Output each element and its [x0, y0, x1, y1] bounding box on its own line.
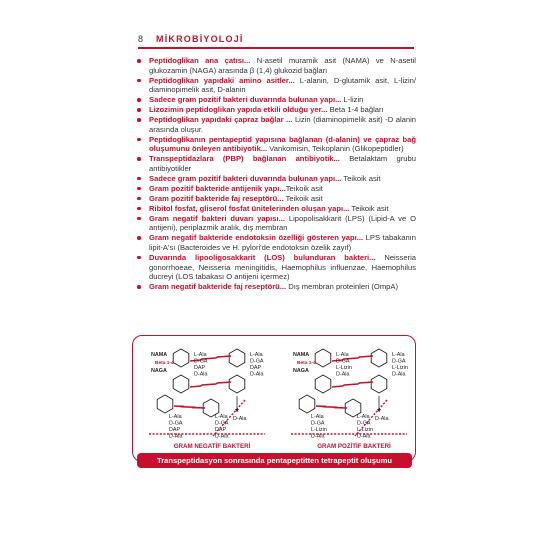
peptide-chain-residue: DAP — [250, 365, 262, 371]
bullet-item — [136, 194, 416, 204]
bullet-heading: Peptidoglikan yapıdaki çapraz bağlar ... — [149, 115, 293, 125]
glycosidic-bond — [316, 406, 347, 408]
peptide-chain-residue: L-Lizin — [392, 365, 408, 371]
book-title: MİKROBİYOLOJİ — [156, 34, 244, 44]
bullet-item — [136, 174, 416, 184]
peptide-chain-residue: L-Ala — [357, 414, 370, 420]
nama-hexagon-icon — [299, 395, 315, 413]
peptide-chain-residue: D-GA — [392, 358, 406, 365]
bullet-dot-icon — [137, 157, 141, 161]
bullet-dot-icon — [137, 59, 141, 63]
bullet-dot-icon — [137, 98, 141, 102]
bullet-text: Teikoik asit — [285, 183, 323, 193]
bullet-item — [136, 76, 416, 95]
bullet-text: Lizin (diaminopimelik asit) -D alanin arasında oluşur. — [149, 115, 416, 134]
peptide-chain-residue: D-Ala — [336, 371, 350, 378]
peptide-chain-residue: DAP — [194, 365, 206, 371]
peptide-chain-residue: D-GA — [357, 420, 371, 427]
page-number: 8 — [138, 34, 144, 44]
bullet-dot-icon — [137, 118, 141, 122]
peptide-chain-residue: L-Ala — [169, 414, 182, 420]
page-header — [138, 31, 414, 47]
peptide-chain-residue: L-Lizin — [357, 427, 373, 433]
bullet-item — [136, 253, 416, 282]
naga-hexagon-icon — [229, 375, 245, 393]
bullet-text: LPS tabakanın lipit-A'sı (Bacteroides ve H. pylori'de endotoksin özelik zayıf) — [149, 233, 416, 252]
nama-hexagon-icon — [157, 395, 173, 413]
panel-label: GRAM POZİTİF BAKTERİ — [317, 443, 391, 450]
naga-label: NAGA — [293, 368, 309, 374]
peptide-chain-residue: D-Ala — [250, 371, 264, 378]
naga-label: NAGA — [151, 368, 167, 374]
bullet-heading: Gram negatif bakteri duvarı yapısı... — [149, 213, 285, 223]
bullet-text: L-lizin — [341, 95, 364, 105]
figure-box — [132, 335, 416, 462]
glycosidic-bond — [332, 382, 373, 387]
bullet-text: Vankomisin, Teikoplanin (Glikopeptidler) — [267, 144, 404, 154]
nama-hexagon-icon — [315, 349, 331, 367]
bullet-heading: Sadece gram pozitif bakteri duvarında bulunan yapı... — [149, 95, 342, 105]
released-dala-label: D-Ala — [233, 416, 247, 422]
bullet-heading: Gram pozitif bakteride antijenik yapı... — [149, 183, 286, 193]
bullet-heading: Transpeptidazlara (PBP) bağlanan antibiyotik... — [149, 154, 340, 164]
peptide-chain-residue: D-GA — [194, 358, 208, 365]
peptide-chain-residue: L-Ala — [392, 352, 405, 358]
bullet-item — [136, 214, 416, 233]
nama-label: NAMA — [151, 352, 168, 358]
bullet-dot-icon — [137, 108, 141, 112]
bullet-heading: Lizozimin peptidoglikan yapıda etkili olduğu yer... — [149, 105, 328, 115]
bullet-text: Beta 1-4 bağları — [327, 105, 384, 115]
bullet-item — [136, 233, 416, 252]
bullet-dot-icon — [137, 256, 141, 260]
bullet-item — [136, 184, 416, 194]
peptide-chain-residue: L-Ala — [336, 352, 349, 358]
bullet-heading: Gram pozitif bakteride faj reseptörü... — [149, 193, 284, 203]
peptide-chain-residue: L-Lizin — [311, 427, 327, 433]
bullet-text: Dış membran proteinleri (OmpA) — [286, 282, 398, 292]
bullet-heading: Peptidoglikan yapıdaki amino asitler... — [149, 75, 295, 85]
bullet-dot-icon — [137, 187, 141, 191]
peptide-chain-residue: L-Lizin — [336, 365, 352, 371]
peptide-chain-residue: D-Ala — [215, 433, 229, 440]
beta14-label: Beta 1-4 — [155, 361, 174, 366]
peptide-chain-residue: D-Ala — [392, 371, 406, 378]
peptide-chain-residue: D-GA — [336, 358, 350, 365]
released-dala-label: D-Ala — [375, 416, 389, 422]
nama-label: NAMA — [293, 352, 310, 358]
peptide-chain-residue: L-Ala — [215, 414, 228, 420]
bullet-item — [136, 282, 416, 292]
bullet-heading: Peptidoglikan ana çatısı... — [149, 56, 251, 65]
peptide-chain-residue: D-GA — [311, 420, 325, 427]
panel-label: GRAM NEGATİF BAKTERİ — [173, 443, 251, 450]
peptide-chain-residue: D-Ala — [357, 433, 371, 440]
bullet-dot-icon — [137, 177, 141, 181]
nama-hexagon-icon — [315, 375, 331, 393]
bullet-item — [136, 105, 416, 115]
bullet-list — [136, 56, 416, 292]
bullet-text: N-asetil muramik asit (NAMA) ve N-asetil glukozamin (NAGA) arasında β (1,4) glukozid bağları — [149, 56, 416, 75]
figure-caption: Transpeptidasyon sonrasında pentapeptitten tetrapeptit oluşumu — [137, 453, 412, 468]
nama-hexagon-icon — [173, 375, 189, 393]
peptide-chain-residue: D-GA — [250, 358, 264, 365]
peptide-chain-residue: L-Ala — [194, 352, 207, 358]
bullet-dot-icon — [137, 217, 141, 221]
bullet-heading: Gram negatif bakteride faj reseptörü... — [149, 282, 287, 292]
bullet-heading: Duvarında lipooligosakkarit (LOS) bulunduran bakteri... — [149, 252, 376, 262]
peptide-chain-residue: L-Ala — [250, 352, 263, 358]
peptide-chain-residue: DAP — [169, 427, 181, 433]
naga-hexagon-icon — [229, 349, 245, 367]
bullet-text: Neisseria gonorrhoeae, Neisseria meningitidis, Haemophilus influenzae, Haemophilus ducreyi (LOS tabakası O antijeni içermez) — [149, 252, 416, 282]
peptide-chain-residue: D-Ala — [169, 433, 183, 440]
bullet-dot-icon — [137, 79, 141, 83]
bullet-text: Betalaktam grubu antibiyotikler — [149, 154, 416, 173]
peptide-chain-residue: D-GA — [169, 420, 183, 427]
beta14-label: Beta 1-4 — [297, 361, 316, 366]
peptide-chain-residue: DAP — [215, 427, 227, 433]
bullet-dot-icon — [137, 197, 141, 201]
peptide-chain-residue: L-Ala — [311, 414, 324, 420]
header-rule — [138, 47, 414, 49]
bullet-heading: Ribitol fosfat, gliserol fosfat ünitelerinden oluşan yapı... — [149, 203, 350, 213]
bullet-text: L-alanin, D-glutamik asit, L-lizin/ diaminopimelik asit, D-alanin — [149, 75, 416, 95]
bullet-item — [136, 154, 416, 173]
peptidoglycan-diagram — [133, 336, 417, 463]
glycosidic-bond — [190, 382, 231, 387]
bullet-text: Lipopolisakkarit (LPS) (Lipid-A ve O antijeni), periplazmik aralık, dış membran — [149, 213, 416, 233]
bullet-heading: Sadece gram pozitif bakteri duvarında bulunan yapı... — [149, 173, 342, 183]
bullet-text: Teikoik asit — [283, 193, 323, 203]
peptide-chain-residue: D-Ala — [311, 433, 325, 440]
peptide-chain-residue: D-GA — [215, 420, 229, 427]
bullet-dot-icon — [137, 285, 141, 289]
nama-hexagon-icon — [173, 349, 189, 367]
bullet-item — [136, 95, 416, 105]
naga-hexagon-icon — [371, 375, 387, 393]
bullet-heading: Peptidoglikanın pentapeptid yapısına bağlanan (d-alanin) ve çapraz bağ oluşumunu önleyen antibiyotik... — [149, 134, 416, 154]
bullet-text: Teikoik asit — [349, 203, 389, 213]
naga-hexagon-icon — [371, 349, 387, 367]
bullet-item — [136, 115, 416, 134]
bullet-text: Teikoik asit — [341, 173, 381, 183]
bullet-dot-icon — [137, 236, 141, 240]
glycosidic-bond — [174, 406, 205, 408]
bullet-dot-icon — [137, 138, 141, 142]
bullet-item — [136, 135, 416, 154]
bullet-heading: Gram negatif bakteride endotoksin özelliği gösteren yapı... — [149, 233, 364, 243]
bullet-item — [136, 56, 416, 75]
peptide-chain-residue: D-Ala — [194, 371, 208, 378]
bullet-item — [136, 204, 416, 214]
bullet-dot-icon — [137, 207, 141, 211]
